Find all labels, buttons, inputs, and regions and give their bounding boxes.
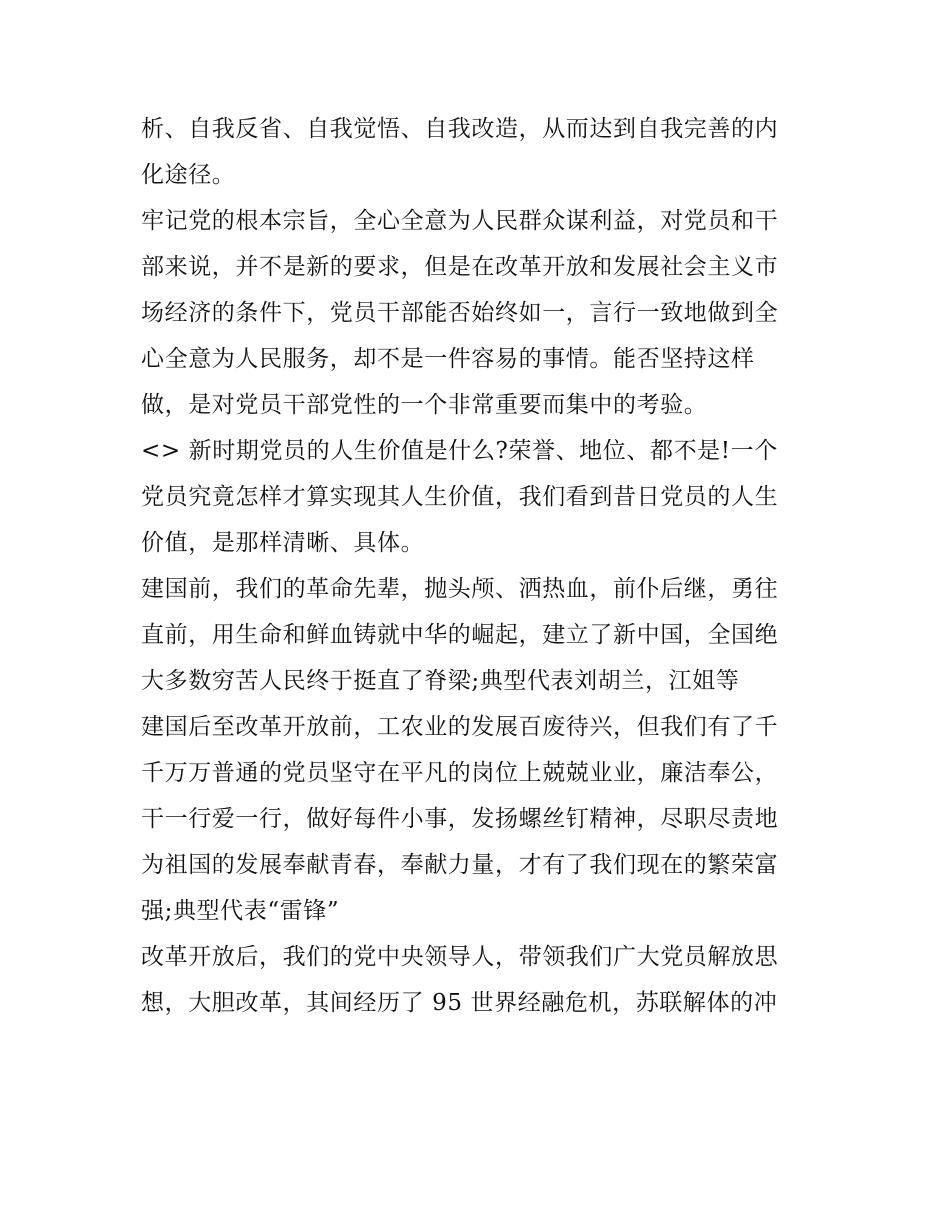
text-line: 价值，是那样清晰、具体。 [141, 530, 425, 556]
text-line: 建国前，我们的革命先辈，抛头颅、洒热血，前仆后继，勇往 [141, 576, 779, 602]
text-line: 大多数穷苦人民终于挺直了脊梁;典型代表刘胡兰，江姐等 [141, 668, 740, 694]
text-line: 心全意为人民服务，却不是一件容易的事情。能否坚持这样 [141, 346, 755, 372]
text-line: 做，是对党员干部党性的一个非常重要而集中的考验。 [141, 392, 708, 418]
text-line: 想，大胆改革，其间经历了 95 世界经融危机，苏联解体的冲 [141, 990, 778, 1016]
text-line: 改革开放后，我们的党中央领导人，带领我们广大党员解放思 [141, 944, 779, 970]
text-line: 化途径。 [141, 162, 236, 188]
text-line: 为祖国的发展奉献青春，奉献力量，才有了我们现在的繁荣富 [141, 852, 779, 878]
text-line: 建国后至改革开放前，工农业的发展百废待兴，但我们有了千 [141, 714, 779, 740]
text-line: 千万万普通的党员坚守在平凡的岗位上兢兢业业，廉洁奉公， [141, 760, 779, 786]
document-body [141, 106, 813, 1026]
text-line: 直前，用生命和鲜血铸就中华的崛起，建立了新中国，全国绝 [141, 622, 779, 648]
text-line: 部来说，并不是新的要求，但是在改革开放和发展社会主义市 [141, 254, 779, 280]
text-line: 场经济的条件下，党员干部能否始终如一，言行一致地做到全 [141, 300, 779, 326]
text-line: 干一行爱一行，做好每件小事，发扬螺丝钉精神，尽职尽责地 [141, 806, 779, 832]
text-line: 党员究竟怎样才算实现其人生价值，我们看到昔日党员的人生 [141, 484, 779, 510]
text-line: 牢记党的根本宗旨，全心全意为人民群众谋利益，对党员和干 [141, 208, 779, 234]
text-line: <> 新时期党员的人生价值是什么?荣誉、地位、都不是!一个 [141, 438, 778, 464]
text-line: 析、自我反省、自我觉悟、自我改造，从而达到自我完善的内 [141, 116, 779, 142]
text-line: 强;典型代表“雷锋” [141, 898, 340, 924]
